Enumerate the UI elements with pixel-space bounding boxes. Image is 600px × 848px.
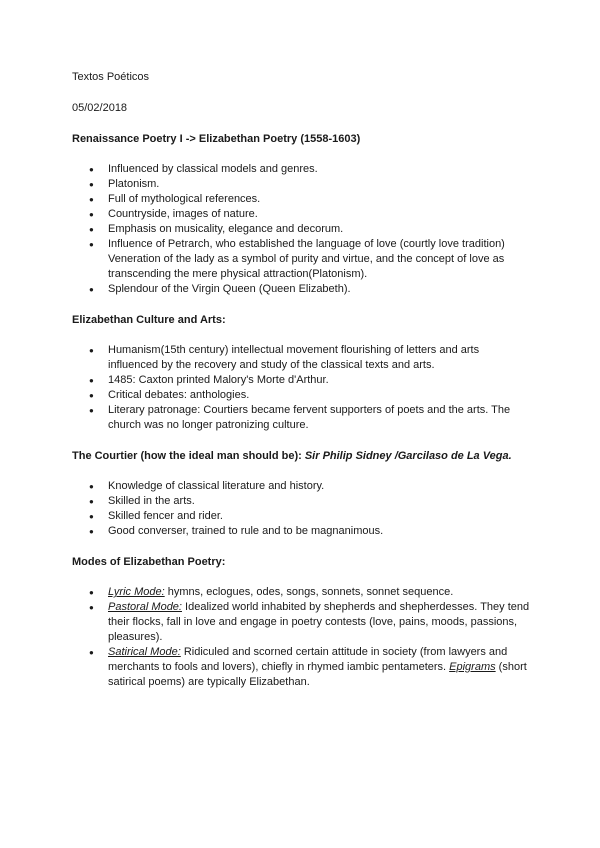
satirical-mode-label: Satirical Mode: — [108, 646, 181, 658]
culture-list — [72, 343, 532, 433]
courtier-list — [72, 479, 532, 539]
section-heading-renaissance: Renaissance Poetry I -> Elizabethan Poetry (1558-1603) — [72, 133, 361, 145]
section-heading-modes: Modes of Elizabethan Poetry: — [72, 556, 226, 568]
list-item: ● Literary patronage: Courtiers became fervent supporters of poets and the arts. The church was no longer patronizing culture. — [72, 403, 532, 433]
list-item: ● Platonism. — [72, 177, 532, 192]
list-item: ● Emphasis on musicality, elegance and decorum. — [72, 222, 532, 237]
list-item: ● Influence of Petrarch, who established the language of love (courtly love tradition) Veneration of the lady as a symbol of purity and virtue, and the concept of love as transcending the mere physical attraction(Platonism). — [72, 237, 532, 282]
section-heading-culture: Elizabethan Culture and Arts: — [72, 314, 226, 326]
list-item: ● 1485: Caxton printed Malory's Morte d'Arthur. — [72, 373, 532, 388]
lyric-mode-label: Lyric Mode: — [108, 586, 165, 598]
list-item: ● Influenced by classical models and genres. — [72, 162, 532, 177]
list-item-satirical: ● Satirical Mode: Ridiculed and scorned certain attitude in society (from lawyers and merchants to fools and lovers), chiefly in rhymed iambic pentameters. Epigrams (short satirical poems) are typically Elizabethan. — [72, 645, 532, 690]
pastoral-mode-label: Pastoral Mode: — [108, 601, 182, 613]
document-date: 05/02/2018 — [72, 102, 128, 114]
epigrams-label: Epigrams — [449, 661, 496, 673]
modes-list — [72, 585, 532, 690]
list-item: ● Humanism(15th century) intellectual movement flourishing of letters and arts influenced by the recovery and study of the classical texts and arts. — [72, 343, 532, 373]
list-item: ● Skilled fencer and rider. — [72, 509, 532, 524]
list-item-lyric: ● Lyric Mode: hymns, eclogues, odes, songs, sonnets, sonnet sequence. — [72, 585, 532, 600]
document-title: Textos Poéticos — [72, 71, 150, 83]
list-item: ● Knowledge of classical literature and history. — [72, 479, 532, 494]
list-item-pastoral: ● Pastoral Mode: Idealized world inhabited by shepherds and shepherdesses. They tend their flocks, fall in love and engage in poetry contests (love, pains, moods, passions, pleasures). — [72, 600, 532, 645]
list-item: ● Full of mythological references. — [72, 192, 532, 207]
section-heading-courtier: The Courtier (how the ideal man should be): Sir Philip Sidney /Garcilaso de La Vega. — [72, 450, 512, 462]
list-item: ● Countryside, images of nature. — [72, 207, 532, 222]
list-item: ● Splendour of the Virgin Queen (Queen Elizabeth). — [72, 282, 532, 297]
list-item: ● Skilled in the arts. — [72, 494, 532, 509]
list-item: ● Critical debates: anthologies. — [72, 388, 532, 403]
renaissance-list — [72, 162, 532, 297]
list-item: ● Good converser, trained to rule and to be magnanimous. — [72, 524, 532, 539]
document-page — [72, 70, 532, 690]
courtier-examples: Sir Philip Sidney /Garcilaso de La Vega. — [304, 450, 512, 462]
